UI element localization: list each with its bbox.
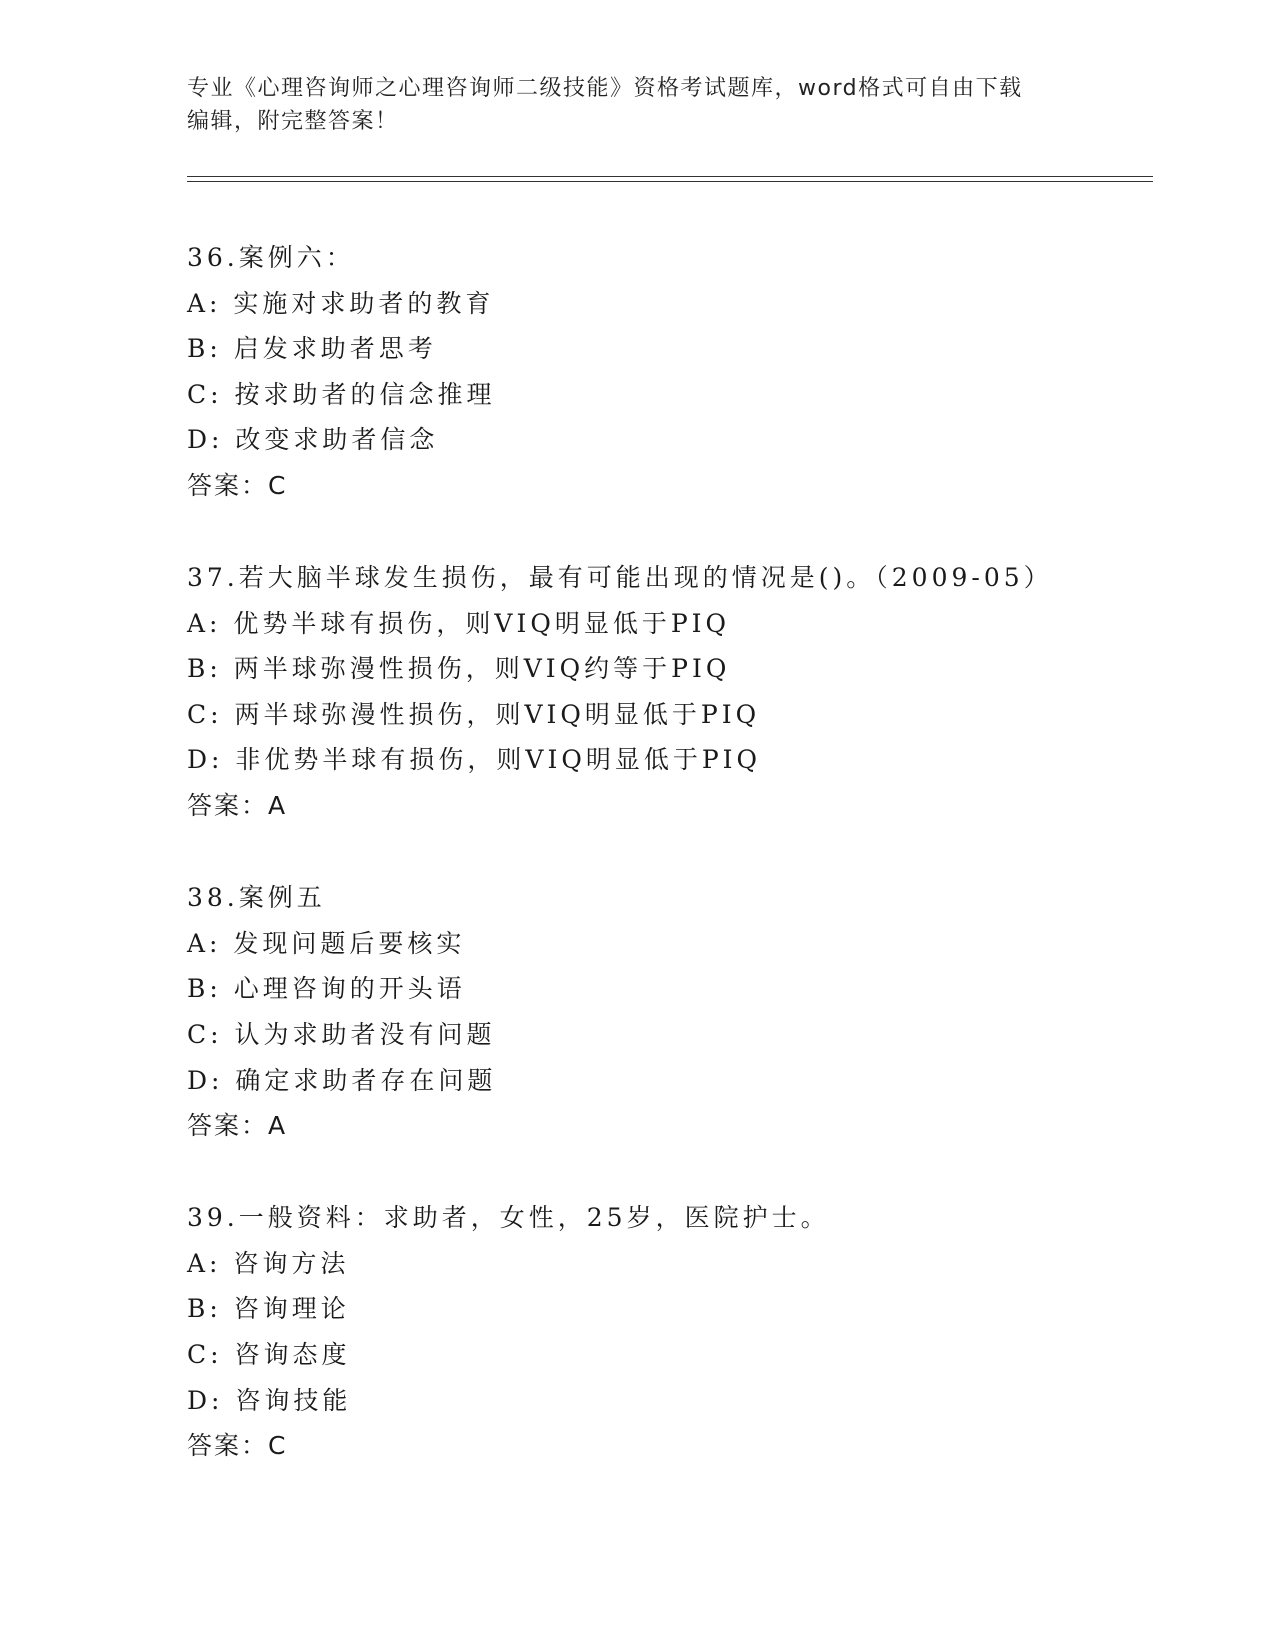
answer: 答案：A <box>187 1111 288 1141</box>
option-c: C: 咨询态度 <box>187 1339 351 1369</box>
question-list <box>187 235 1147 1469</box>
option-d: D: 咨询技能 <box>187 1385 352 1415</box>
question-spacer <box>187 509 1147 556</box>
option-d: D: 确定求助者存在问题 <box>187 1065 497 1095</box>
option-a: A: 咨询方法 <box>187 1248 350 1278</box>
option-c: C: 两半球弥漫性损伤，则VIQ明显低于PIQ <box>187 699 761 729</box>
question-36 <box>187 235 1147 555</box>
option-c: C: 按求助者的信念推理 <box>187 379 496 409</box>
question-stem: 37.若大脑半球发生损伤，最有可能出现的情况是()。（2009-05） <box>187 563 1053 593</box>
option-c: C: 认为求助者没有问题 <box>187 1019 496 1049</box>
header-line-1: 专业《心理咨询师之心理咨询师二级技能》资格考试题库，word格式可自由下载 <box>187 76 1023 101</box>
header-line-2: 编辑，附完整答案！ <box>187 109 399 134</box>
document-header <box>187 72 1087 138</box>
question-39 <box>187 1195 1147 1469</box>
option-a: A: 实施对求助者的教育 <box>187 288 495 318</box>
option-b: B: 咨询理论 <box>187 1294 350 1324</box>
question-38 <box>187 875 1147 1195</box>
question-stem: 38.案例五 <box>187 883 326 913</box>
question-spacer <box>187 829 1147 876</box>
question-spacer <box>187 1149 1147 1196</box>
answer: 答案：C <box>187 470 288 500</box>
header-divider-bottom <box>187 181 1153 182</box>
option-b: B: 启发求助者思考 <box>187 334 437 364</box>
option-b: B: 两半球弥漫性损伤，则VIQ约等于PIQ <box>187 654 731 684</box>
option-d: D: 改变求助者信念 <box>187 425 439 455</box>
option-d: D: 非优势半球有损伤，则VIQ明显低于PIQ <box>187 745 762 775</box>
option-a: A: 发现问题后要核实 <box>187 928 466 958</box>
option-b: B: 心理咨询的开头语 <box>187 974 466 1004</box>
question-stem: 36.案例六： <box>187 243 355 272</box>
question-37 <box>187 555 1147 875</box>
option-a: A: 优势半球有损伤，则VIQ明显低于PIQ <box>187 608 731 638</box>
question-stem: 39.一般资料：求助者，女性，25岁，医院护士。 <box>187 1203 830 1233</box>
answer: 答案：C <box>187 1431 288 1461</box>
answer: 答案：A <box>187 791 288 821</box>
header-divider-top <box>187 176 1153 177</box>
